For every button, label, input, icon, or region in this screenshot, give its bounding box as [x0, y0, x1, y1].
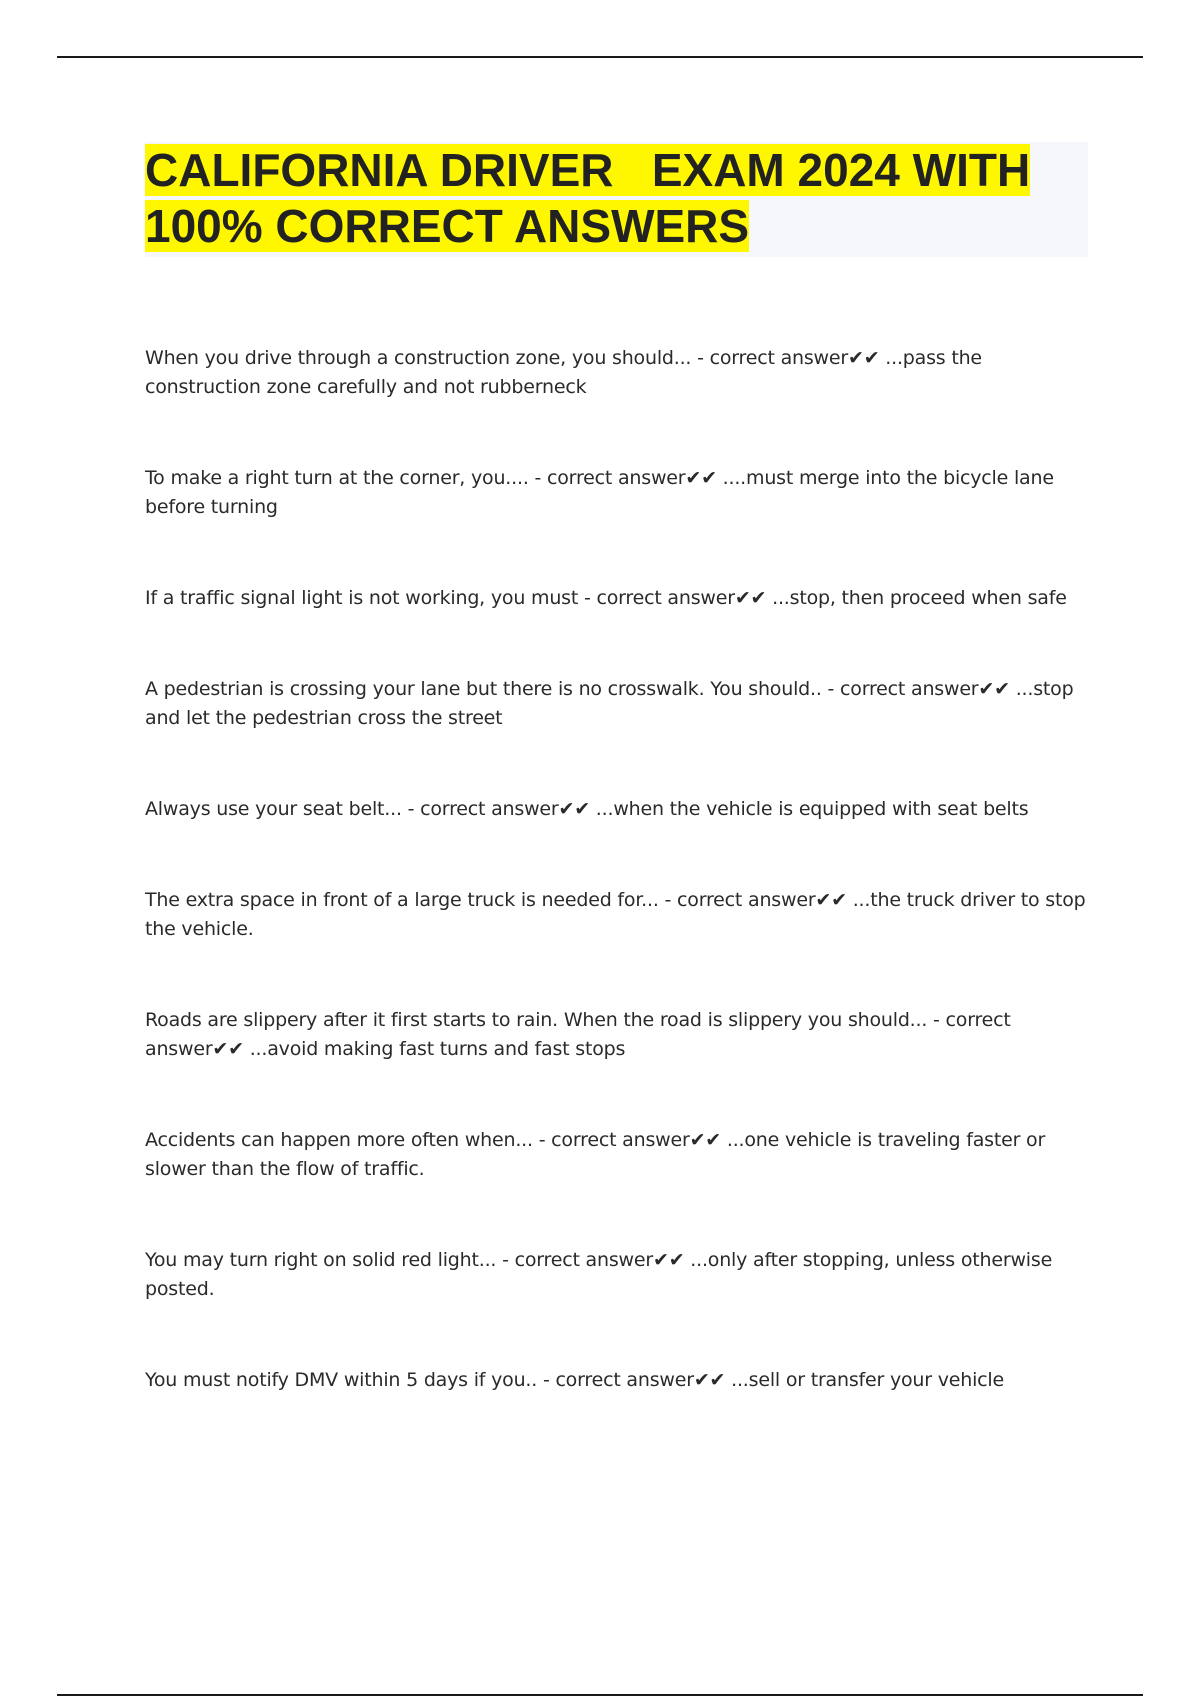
- qa-item: To make a right turn at the corner, you.... - correct answer✔✔ ....must merge into the bicycle lane before turning: [145, 467, 1054, 518]
- qa-list: [145, 344, 1090, 1457]
- qa-item: Always use your seat belt... - correct answer✔✔ ...when the vehicle is equipped with seat belts: [145, 798, 1029, 820]
- page-title: [145, 142, 1088, 254]
- header-rule: [57, 56, 1143, 58]
- qa-item: The extra space in front of a large truck is needed for... - correct answer✔✔ ...the truck driver to stop the vehicle.: [145, 889, 1086, 940]
- title-line-2: 100% CORRECT ANSWERS: [145, 200, 750, 252]
- qa-item: When you drive through a construction zone, you should... - correct answer✔✔ ...pass the construction zone carefully and not rubberneck: [145, 347, 982, 398]
- qa-item: A pedestrian is crossing your lane but there is no crosswalk. You should.. - correct answer✔✔ ...stop and let the pedestrian cross the street: [145, 678, 1074, 729]
- qa-item: If a traffic signal light is not working, you must - correct answer✔✔ ...stop, then proceed when safe: [145, 587, 1067, 609]
- title-block: [145, 142, 1088, 257]
- qa-item: Roads are slippery after it first starts to rain. When the road is slippery you should... - correct answer✔✔ ...avoid making fast turns and fast stops: [145, 1009, 1011, 1060]
- qa-item: You may turn right on solid red light... - correct answer✔✔ ...only after stopping, unless otherwise posted.: [145, 1249, 1053, 1300]
- title-line-1: CALIFORNIA DRIVER EXAM 2024 WITH: [145, 144, 1031, 196]
- qa-item: You must notify DMV within 5 days if you.. - correct answer✔✔ ...sell or transfer your vehicle: [145, 1369, 1004, 1391]
- footer-rule: [57, 1694, 1143, 1696]
- qa-item: Accidents can happen more often when... - correct answer✔✔ ...one vehicle is traveling faster or slower than the flow of traffic.: [145, 1129, 1046, 1180]
